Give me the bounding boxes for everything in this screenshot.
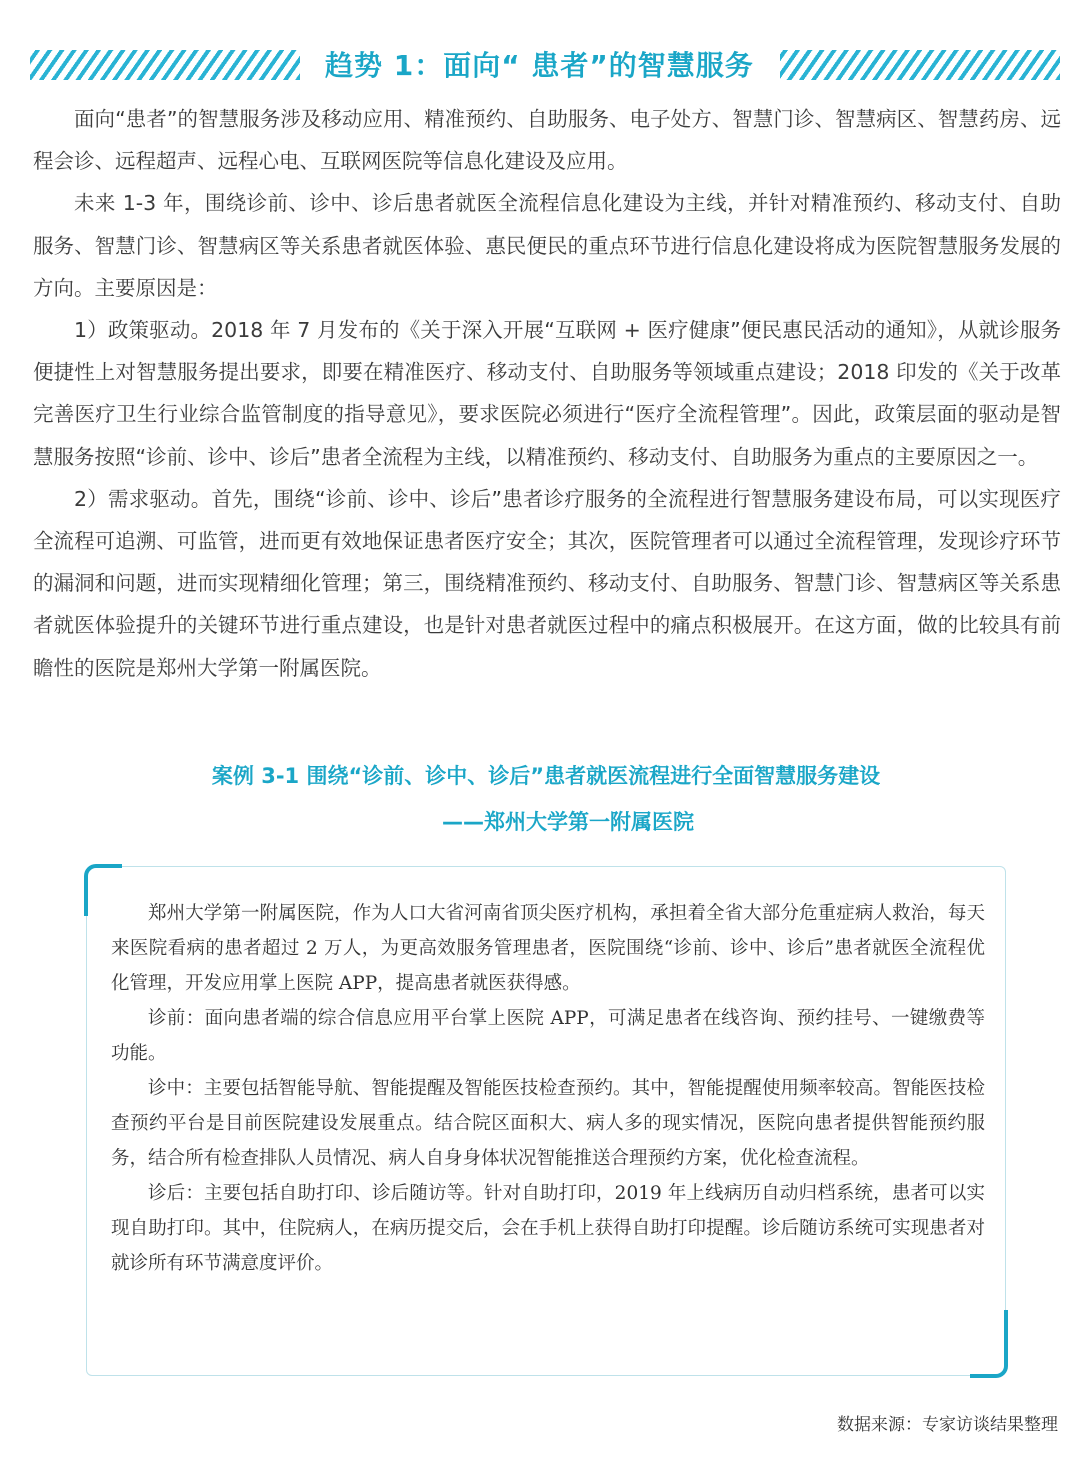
case-paragraph-post-visit: 诊后：主要包括自助打印、诊后随访等。针对自助打印，2019 年上线病历自动归档系统，患者可以实现自助打印。其中，住院病人，在病历提交后，会在手机上获得自助打印提醒。诊后随访系统可实现患者对就诊所有环节满意度评价。 <box>111 1183 985 1274</box>
hatch-decoration-left <box>30 50 300 80</box>
case-paragraph-pre-visit: 诊前：面向患者端的综合信息应用平台掌上医院 APP，可满足患者在线咨询、预约挂号、一键缴费等功能。 <box>111 1008 985 1064</box>
corner-bracket-bottom-right <box>970 1310 1008 1378</box>
case-title: 案例 3-1 围绕“诊前、诊中、诊后”患者就医流程进行全面智慧服务建设 <box>211 764 881 788</box>
case-subtitle: ——郑州大学第一附属医院 <box>442 810 694 834</box>
trend-heading-title: 趋势 1：面向“ 患者”的智慧服务 <box>325 49 754 82</box>
case-text <box>111 896 985 1281</box>
trend-heading-band <box>30 40 1060 92</box>
case-paragraph-in-visit: 诊中：主要包括智能导航、智能提醒及智能医技检查预约。其中，智能提醒使用频率较高。智能医技检查预约平台是目前医院建设发展重点。结合院区面积大、病人多的现实情况，医院向患者提供智能预约服务，结合所有检查排队人员情况、病人自身身体状况智能推送合理预约方案，优化检查流程。 <box>111 1078 985 1169</box>
hatch-decoration-right <box>780 50 1060 80</box>
case-paragraph-overview: 郑州大学第一附属医院，作为人口大省河南省顶尖医疗机构，承担着全省大部分危重症病人救治，每天来医院看病的患者超过 2 万人，为更高效服务管理患者，医院围绕“诊前、诊中、诊后”患者就医全流程优化管理，开发应用掌上医院 APP，提高患者就医获得感。 <box>111 903 985 994</box>
paragraph-policy-driver: 1）政策驱动。2018 年 7 月发布的《关于深入开展“互联网 + 医疗健康”便民惠民活动的通知》，从就诊服务便捷性上对智慧服务提出要求，即要在精准医疗、移动支付、自助服务等领域重点建设；2018 印发的《关于改革完善医疗卫生行业综合监管制度的指导意见》，要求医院必须进行“医疗全流程管理”。因此，政策层面的驱动是智慧服务按照“诊前、诊中、诊后”患者全流程为主线，以精准预约、移动支付、自助服务为重点的主要原因之一。 <box>33 318 1061 469</box>
case-box <box>86 866 1006 1376</box>
paragraph-future: 未来 1-3 年，围绕诊前、诊中、诊后患者就医全流程信息化建设为主线，并针对精准预约、移动支付、自助服务、智慧门诊、智慧病区等关系患者就医体验、惠民便民的重点环节进行信息化建设将成为医院智慧服务发展的方向。主要原因是： <box>33 191 1061 300</box>
paragraph-intro: 面向“患者”的智慧服务涉及移动应用、精准预约、自助服务、电子处方、智慧门诊、智慧病区、智慧药房、远程会诊、远程超声、远程心电、互联网医院等信息化建设及应用。 <box>33 107 1061 174</box>
data-source-note: 数据来源：专家访谈结果整理 <box>837 1415 1058 1435</box>
paragraph-demand-driver: 2）需求驱动。首先，围绕“诊前、诊中、诊后”患者诊疗服务的全流程进行智慧服务建设布局，可以实现医疗全流程可追溯、可监管，进而更有效地保证患者医疗安全；其次，医院管理者可以通过全流程管理，发现诊疗环节的漏洞和问题，进而实现精细化管理；第三，围绕精准预约、移动支付、自助服务、智慧门诊、智慧病区等关系患者就医体验提升的关键环节进行重点建设，也是针对患者就医过程中的痛点积极展开。在这方面，做的比较具有前瞻性的医院是郑州大学第一附属医院。 <box>33 486 1061 680</box>
body-text <box>33 98 1061 689</box>
